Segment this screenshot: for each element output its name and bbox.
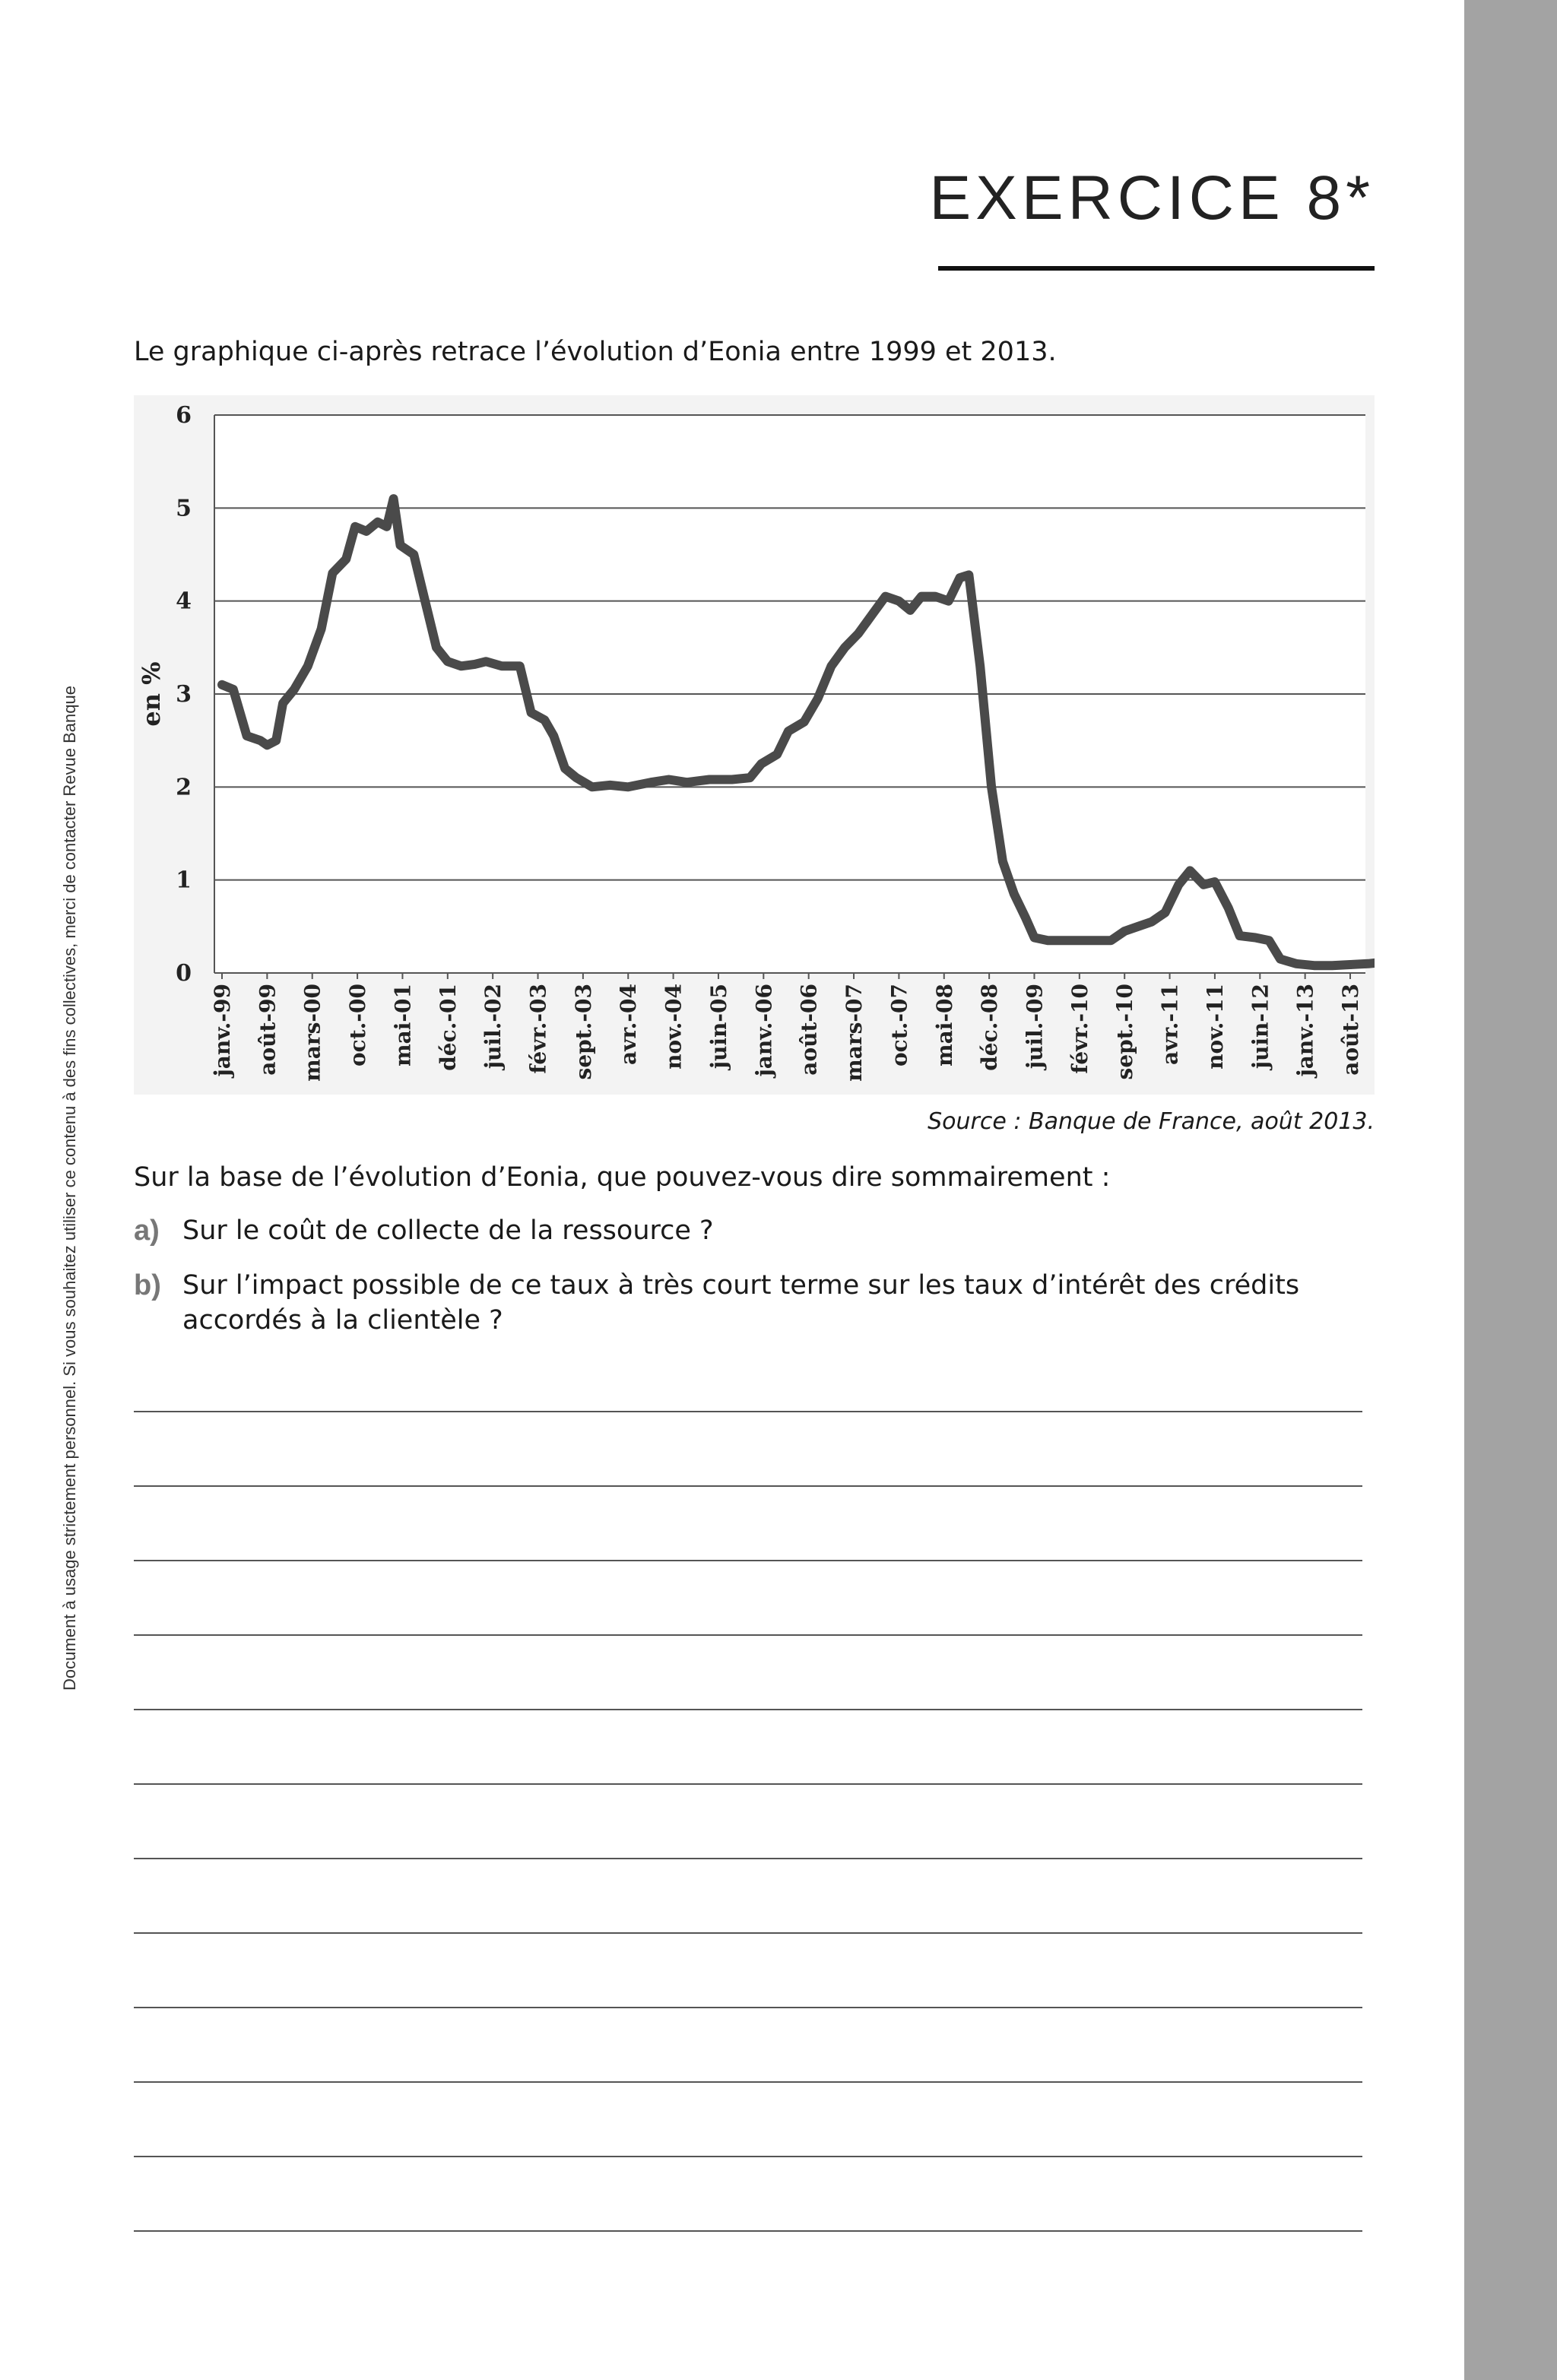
chart-source: Source : Banque de France, août 2013.: [928, 1108, 1375, 1135]
x-tick-label: août-99: [255, 984, 281, 1076]
y-tick-label: 3: [176, 681, 192, 708]
x-tick-label: mai-08: [931, 984, 957, 1066]
x-tick-label: mars-00: [300, 984, 325, 1082]
y-axis-title: en %: [137, 661, 166, 727]
question-text: Sur la base de l’évolution d’Eonia, que pouvez-vous dire sommairement :: [134, 1162, 1111, 1193]
x-tick-label: janv.-99: [210, 984, 235, 1077]
x-tick-label: juil.-02: [480, 984, 506, 1070]
y-tick-label: 1: [176, 867, 192, 894]
x-tick-label: juin-05: [706, 984, 731, 1070]
answer-line: [134, 2156, 1362, 2157]
x-tick-label: janv.-06: [751, 984, 777, 1077]
x-tick-label: nov.-11: [1202, 984, 1228, 1070]
x-tick-label: mars-07: [842, 984, 867, 1082]
y-tick-label: 4: [176, 588, 192, 615]
eonia-chart: [134, 395, 1375, 1095]
answer-line: [134, 2230, 1362, 2232]
item-marker-b: b): [134, 1269, 161, 1301]
x-tick-label: août-06: [796, 984, 822, 1076]
x-tick-label: févr.-10: [1067, 984, 1092, 1074]
copyright-side-note: Document à usage strictement personnel. Si vous souhaitez utiliser ce contenu à des fins collectives, merci de contacter Revue Banque: [60, 686, 79, 1691]
x-tick-label: mai-01: [390, 984, 416, 1066]
x-tick-label: déc.-01: [435, 984, 461, 1071]
item-marker-a: a): [134, 1215, 160, 1247]
item-text-a: Sur le coût de collecte de la ressource ?: [182, 1215, 714, 1246]
x-tick-label: sept.-03: [570, 984, 596, 1080]
x-tick-label: févr.-03: [525, 984, 551, 1074]
x-tick-label: juin-12: [1248, 984, 1273, 1070]
x-tick-label: avr.-11: [1157, 984, 1183, 1065]
exercise-title: EXERCICE 8*: [929, 163, 1375, 233]
answer-line: [134, 1411, 1362, 1412]
answer-line: [134, 1858, 1362, 1859]
x-tick-label: oct.-07: [886, 984, 912, 1066]
eonia-chart-svg: [134, 395, 1375, 1095]
y-tick-label: 5: [176, 495, 192, 522]
x-tick-label: juil.-09: [1022, 984, 1048, 1070]
title-underline: [938, 266, 1375, 271]
answer-line: [134, 1560, 1362, 1561]
answer-lines: [134, 1411, 1362, 2305]
x-tick-label: sept.-10: [1112, 984, 1138, 1080]
y-tick-label: 6: [176, 402, 192, 429]
question-item-b: [134, 1268, 1381, 1338]
answer-line: [134, 1485, 1362, 1487]
y-tick-label: 0: [176, 960, 192, 987]
answer-line: [134, 2007, 1362, 2008]
x-tick-label: avr.-04: [616, 984, 642, 1065]
answer-line: [134, 1709, 1362, 1710]
answer-line: [134, 2081, 1362, 2083]
x-tick-label: déc.-08: [977, 984, 1003, 1071]
question-item-a: [134, 1213, 1381, 1248]
intro-text: Le graphique ci-après retrace l’évolution d’Eonia entre 1999 et 2013.: [134, 337, 1057, 367]
x-tick-label: août-13: [1338, 984, 1363, 1076]
x-tick-label: nov.-04: [661, 984, 687, 1070]
item-text-b: Sur l’impact possible de ce taux à très court terme sur les taux d’intérêt des crédits accordés à la clientèle ?: [182, 1270, 1300, 1336]
y-tick-label: 2: [176, 774, 192, 801]
answer-line: [134, 1932, 1362, 1934]
side-bar: [1464, 0, 1557, 2380]
answer-line: [134, 1783, 1362, 1785]
x-tick-label: janv.-13: [1292, 984, 1318, 1077]
answer-line: [134, 1634, 1362, 1636]
x-tick-label: oct.-00: [345, 984, 371, 1066]
